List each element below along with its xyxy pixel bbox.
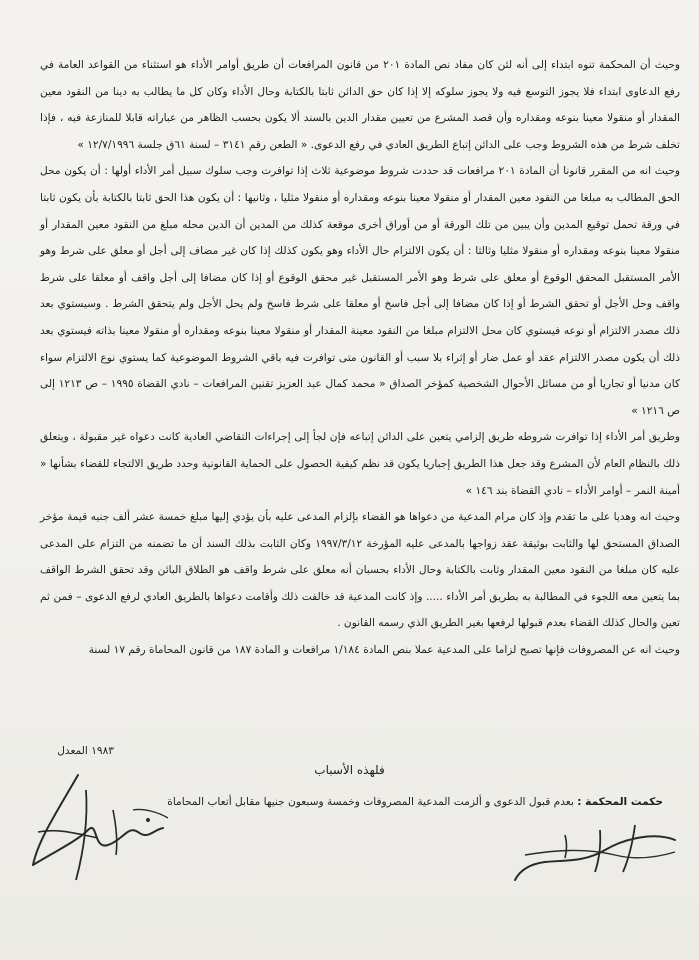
paragraph-application: وحيث انه وهديا على ما تقدم وإذ كان مرام المدعية من دعواها هو القضاء بإلزام المدعى عليه بأن يؤدي إليها مبلغ خمسة عشر ألف جنيه قيمة مؤخر الصداق المستحق لها والثابت بوثيقة عقد زواجها بالمدعى عليه المؤرخة ١٩٩٧/٣/١٢ وكان الثابت بذلك السند أن ما تضمنه من التزام على المدعى عليه كان مبلغا من النقود معين المقدار وثابت بالكتابة وحال الأداء بحسبان أنه معلق على شرط واقف هو الطلاق البائن وقد تحقق الشرط الواقف بما يتعين معه اللجوء في المطالبة به بطريق أمر الأداء ..... وإذ كانت المدعية قد خالفت ذلك وأقامت دعواها بالطريق العادي لرفع الدعوى – فمن ثم تعين والحال كذلك القضاء بعدم قبولها لرفعها بغير الطريق الذي رسمه القانون . [40, 511, 680, 630]
judgment-body [40, 52, 680, 664]
paragraph-mandatory-route: وطريق أمر الأداء إذا توافرت شروطه طريق إلزامي يتعين على الدائن إتباعه فإن لجأ إلى إجراءات التقاضي العادية كانت دعواه غير مقبولة ، ويتعلق ذلك بالنظام العام لأن المشرع وقد جعل هذا الطريق إجباريا يكون قد نظم كيفية الحصول على الحماية القانونية وحدد طريق الالتجاء للقضاء بشأنها « أمينة النمر – أوامر الأداء – نادي القضاة بند ١٤٦ » [40, 431, 680, 497]
paragraph-conditions: وحيث انه من المقرر قانونا أن المادة ٢٠١ مرافعات قد حددت شروط موضوعية ثلاث إذا توافرت وجب سلوك سبيل أمر الأداء أولها : أن يكون محل الحق المطالب به مبلغا من النقود معين المقدار أو منقولا معينا بنوعه ومقداره أو منقولا مثليا ، وثانيها : أن يكون هذا الحق ثابتا بالكتابة بأن يكون ثابتا في ورقة تحمل توقيع المدين وأن يبين من تلك الورقة أو من أوراق أخرى موقعة كذلك من المدين أن الدين محله مبلغ من النقود معين المقدار أو منقولا معينا بنوعه ومقداره أو منقولا مثليا وثالثا : أن يكون الالتزام حال الأداء وهو يكون كذلك إذا كان غير مضاف إلى أجل أو معلق على شرط وهو الأمر المستقبل المحقق الوقوع أو معلق على شرط وهو الأمر المستقبل غير محقق الوقوع أو إذا كان مضافا إلى أجل واقف أو معلقا على شرط واقف وحل الأجل أو تحقق الشرط أو إذا كان مضافا إلى أجل فاسخ أو معلقا على شرط فاسخ ولم يحل الأجل ولم يتحقق الشرط . وسيستوي بعد ذلك مصدر الالتزام أو نوعه فيستوي كان محل الالتزام مبلغا من النقود معينة المقدار أو منقولا معينا بنوعه ومقداره أو منقولا معينا بذاته فيستوي بعد ذلك أن يكون مصدر الالتزام عقد أو عمل ضار أو إثراء بلا سبب أو القانون متى توافرت فيه باقي الشروط الموضوعية كما يستوي نوع الالتزام سواء كان مدنيا أو تجاريا أو من مسائل الأحوال الشخصية كمؤخر الصداق « محمد كمال عبد العزيز تقنين المرافعات – نادي القضاة ١٩٩٥ – ص ١٢١٣ إلى ص ١٢١٦ » [40, 165, 681, 417]
law-year-line: ١٩٨٣ المعدل [57, 745, 114, 757]
verdict-lead: حكمت المحكمة : [577, 796, 663, 808]
paragraph-legal-principle: وحيث أن المحكمة تنوه ابتداء إلى أنه لئن كان مفاد نص المادة ٢٠١ من قانون المرافعات أن طريق أوامر الأداء هو استثناء من القواعد العامة في رفع الدعاوى ابتداء فلا يجوز التوسع فيه ولا يجوز سلوكه إلا إذا كان حق الدائن ثابتا بالكتابة وحال الأداء وكان كل ما يطالب به دينا من النقود معين المقدار أو منقولا معينا بنوعه ومقداره وأن قصد المشرع من تعيين مقدار الدين بالسند ألا يكون بحسب الظاهر من عباراته قابلا للمنازعة فيه ، فإذا تخلف شرط من هذه الشروط وجب على الدائن إتباع الطريق العادي في رفع الدعوى. « الطعن رقم ٣١٤١ – لسنة ٦١ق جلسة ١٢/٧/١٩٩٦ » [40, 59, 680, 151]
reasons-heading: فلهذه الأسباب [314, 763, 385, 777]
secretary-signature-icon [18, 770, 198, 890]
paragraph-costs: وحيث انه عن المصروفات فإنها تصبح لزاما على المدعية عملا بنص المادة ١/١٨٤ مرافعات و المادة ١٨٧ من قانون المحاماة رقم ١٧ لسنة [88, 644, 680, 657]
verdict-text: بعدم قبول الدعوى و ألزمت المدعية المصروفات وخمسة وسبعون جنيها مقابل أتعاب المحاماة [167, 796, 574, 808]
judge-signature-icon [505, 810, 685, 895]
